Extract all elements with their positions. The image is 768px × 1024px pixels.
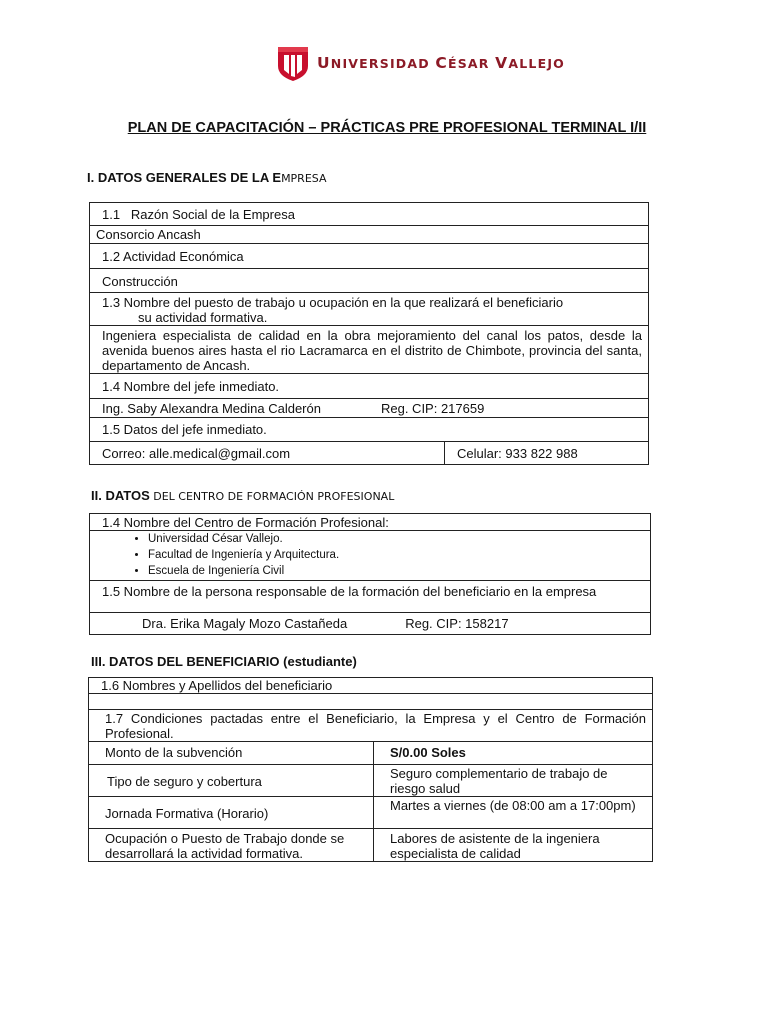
row-beneficiary-name: [89, 694, 653, 710]
schedule-label: Jornada Formativa (Horario): [89, 797, 374, 829]
occupation-value: Labores de asistente de la ingeniera especialista de calidad: [374, 829, 653, 862]
list-item: • Escuela de Ingeniería Civil: [148, 564, 644, 579]
list-item: • Universidad César Vallejo.: [148, 532, 644, 547]
insurance-value: Seguro complementario de trabajo de riesgo salud: [374, 765, 653, 797]
company-data-table: [89, 202, 649, 465]
row-activity: Construcción: [90, 269, 649, 293]
row-company-name-label: 1.1 Razón Social de la Empresa: [90, 203, 649, 226]
occupation-label: Ocupación o Puesto de Trabajo donde se desarrollará la actividad formativa.: [89, 829, 374, 862]
row-responsible-name: Dra. Erika Magaly Mozo Castañeda Reg. CIP: 158217: [90, 613, 651, 635]
boss-email: Correo: alle.medical@gmail.com: [90, 442, 445, 465]
section-2-heading: II. DATOS DEL CENTRO DE FORMACIÓN PROFESIONAL: [91, 488, 395, 503]
training-center-table: [89, 513, 651, 635]
row-center-list: [90, 531, 651, 581]
subsidy-value: S/0.00 Soles: [374, 742, 653, 765]
beneficiary-table: [88, 677, 653, 862]
center-list: [96, 532, 644, 579]
row-boss-label: 1.4 Nombre del jefe inmediato.: [90, 374, 649, 399]
university-logo: [277, 43, 565, 83]
section-1-heading: I. DATOS GENERALES DE LA EMPRESA: [87, 170, 327, 185]
list-item: • Facultad de Ingeniería y Arquitectura.: [148, 548, 644, 563]
logo-wordmark: UNIVERSIDAD CÉSAR VALLEJO: [317, 54, 565, 72]
boss-phone: Celular: 933 822 988: [445, 442, 649, 465]
row-boss-name: Ing. Saby Alexandra Medina Calderón Reg. CIP: 217659: [90, 399, 649, 418]
row-center-label: 1.4 Nombre del Centro de Formación Profesional:: [90, 514, 651, 531]
row-company-name: Consorcio Ancash: [90, 226, 649, 244]
row-conditions-label: 1.7 Condiciones pactadas entre el Beneficiario, la Empresa y el Centro de Formación Profesional.: [89, 710, 653, 742]
row-beneficiary-label: 1.6 Nombres y Apellidos del beneficiario: [89, 678, 653, 694]
row-boss-data-label: 1.5 Datos del jefe inmediato.: [90, 418, 649, 442]
document-title: PLAN DE CAPACITACIÓN – PRÁCTICAS PRE PROFESIONAL TERMINAL I/II: [127, 120, 647, 136]
subsidy-label: Monto de la subvención: [89, 742, 374, 765]
schedule-value: Martes a viernes (de 08:00 am a 17:00pm): [374, 797, 653, 829]
row-activity-label: 1.2 Actividad Económica: [90, 244, 649, 269]
row-position-label: 1.3 Nombre del puesto de trabajo u ocupación en la que realizará el beneficiario su actividad formativa.: [90, 293, 649, 326]
section-3-heading: III. DATOS DEL BENEFICIARIO (estudiante): [91, 654, 357, 669]
row-responsible-label: 1.5 Nombre de la persona responsable de la formación del beneficiario en la empresa: [90, 581, 651, 613]
row-position: Ingeniera especialista de calidad en la obra mejoramiento del canal los patos, desde la avenida buenos aires hasta el rio Lacramarca en el distrito de Chimbote, provincia del santa, departamento de Ancash.: [90, 326, 649, 374]
insurance-label: Tipo de seguro y cobertura: [89, 765, 374, 797]
ucv-shield-icon: [277, 44, 309, 82]
